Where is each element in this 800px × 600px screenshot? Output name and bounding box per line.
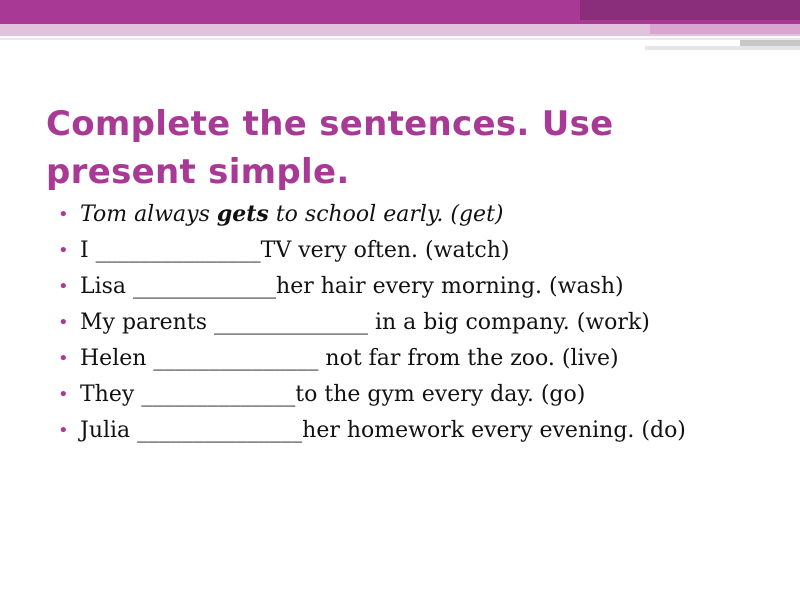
example-sentence <box>80 202 504 227</box>
bullet-icon: • <box>58 312 69 333</box>
header-divider <box>0 38 800 40</box>
list-item <box>56 380 756 409</box>
example-after: to school early. (get) <box>268 202 504 227</box>
bullet-icon: • <box>58 420 69 441</box>
list-item <box>56 344 756 373</box>
example-answer: gets <box>216 201 269 227</box>
slide-title: Complete the sentences. Use present simple. <box>46 104 614 192</box>
list-item <box>56 200 756 229</box>
header-band-strip <box>650 24 800 34</box>
exercise-sentence: They ______________to the gym every day. (go) <box>80 382 586 407</box>
list-item <box>56 308 756 337</box>
bullet-icon: • <box>58 384 69 405</box>
list-item <box>56 236 756 265</box>
exercise-sentence: I _______________TV very often. (watch) <box>80 238 510 263</box>
header-band-accent <box>580 0 800 20</box>
exercise-list <box>56 200 756 452</box>
bullet-icon: • <box>58 276 69 297</box>
exercise-sentence: Julia _______________her homework every evening. (do) <box>80 418 686 443</box>
list-item <box>56 416 756 445</box>
bullet-icon: • <box>58 348 69 369</box>
list-item <box>56 272 756 301</box>
bullet-icon: • <box>58 240 69 261</box>
exercise-sentence: Helen _______________ not far from the zoo. (live) <box>80 346 619 371</box>
header-grey-line <box>645 46 800 50</box>
example-before: Tom always <box>80 202 217 227</box>
bullet-icon: • <box>58 204 69 225</box>
exercise-sentence: My parents ______________ in a big company. (work) <box>80 310 650 335</box>
exercise-sentence: Lisa _____________her hair every morning. (wash) <box>80 274 624 299</box>
